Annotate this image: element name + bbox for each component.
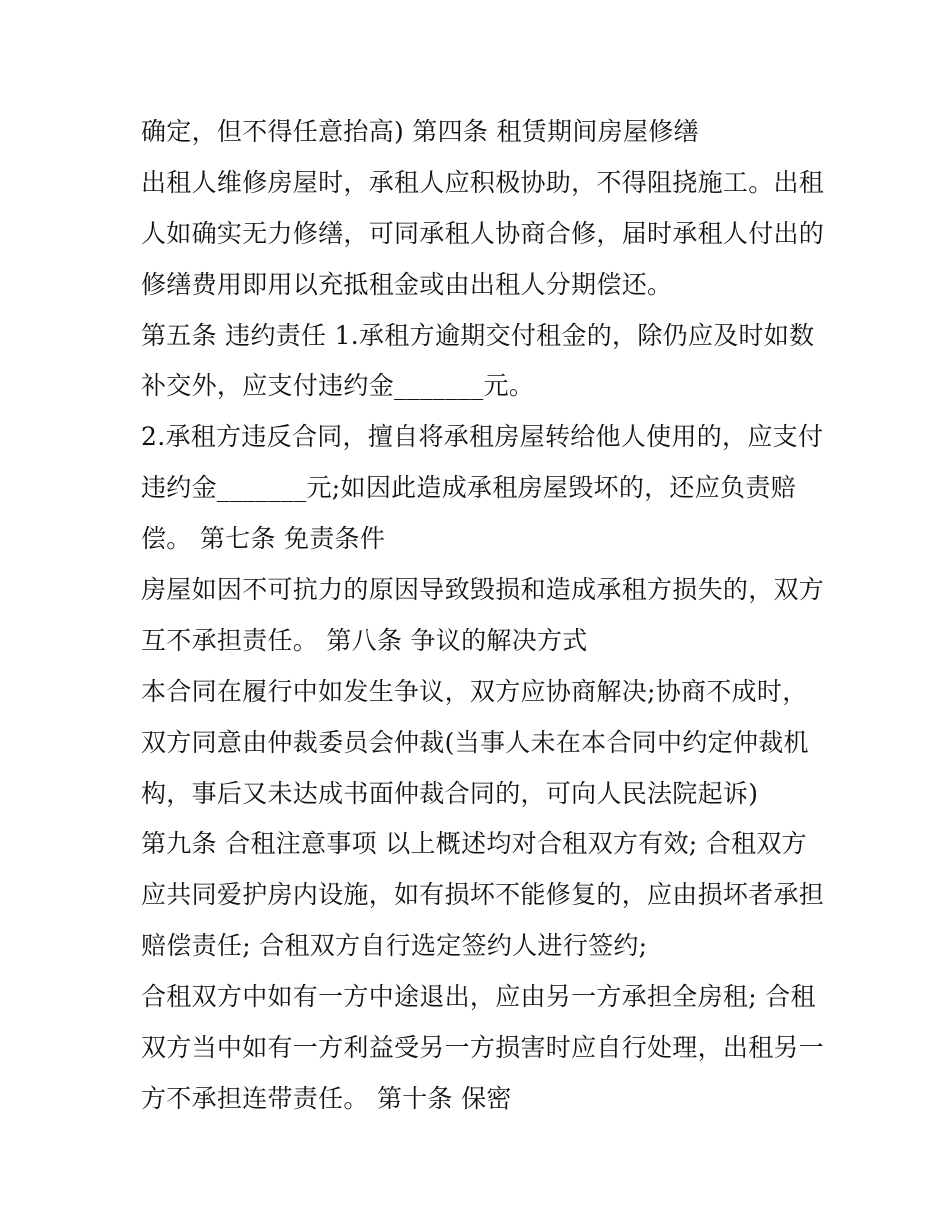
text-line: 违约金_______元;如因此造成承租房屋毁坏的，还应负责赔 bbox=[141, 473, 796, 503]
text-line: 偿。 第七条 免责条件 bbox=[141, 524, 386, 554]
text-line: 应共同爱护房内设施，如有损坏不能修复的，应由损坏者承担 bbox=[141, 880, 825, 910]
text-line: 出租人维修房屋时，承租人应积极协助，不得阻挠施工。出租 bbox=[141, 167, 825, 197]
text-line: 2.承租方违反合同，擅自将承租房屋转给他人使用的，应支付 bbox=[141, 422, 824, 452]
document-body bbox=[141, 107, 831, 1125]
text-line: 人如确实无力修缮，可同承租人协商合修，届时承租人付出的 bbox=[141, 218, 825, 248]
text-line: 构，事后又未达成书面仲裁合同的，可向人民法院起诉) bbox=[141, 778, 759, 808]
text-line: 赔偿责任; 合租双方自行选定签约人进行签约; bbox=[141, 931, 648, 961]
text-line: 补交外，应支付违约金_______元。 bbox=[141, 371, 535, 401]
text-line: 本合同在履行中如发生争议，双方应协商解决;协商不成时， bbox=[141, 676, 808, 706]
text-line: 方不承担连带责任。 第十条 保密 bbox=[141, 1083, 512, 1113]
text-line: 修缮费用即用以充抵租金或由出租人分期偿还。 bbox=[141, 269, 673, 299]
text-line: 合租双方中如有一方中途退出，应由另一方承担全房租; 合租 bbox=[141, 982, 816, 1012]
text-line: 双方当中如有一方利益受另一方损害时应自行处理，出租另一 bbox=[141, 1033, 825, 1063]
text-line: 第九条 合租注意事项 以上概述均对合租双方有效; 合租双方 bbox=[141, 829, 807, 859]
text-line: 第五条 违约责任 1.承租方逾期交付租金的，除仍应及时如数 bbox=[141, 320, 815, 350]
text-line: 双方同意由仲裁委员会仲裁(当事人未在本合同中约定仲裁机 bbox=[141, 727, 809, 757]
text-line: 确定，但不得任意抬高) 第四条 租赁期间房屋修缮 bbox=[141, 117, 699, 146]
text-line: 互不承担责任。 第八条 争议的解决方式 bbox=[141, 625, 588, 655]
text-line: 房屋如因不可抗力的原因导致毁损和造成承租方损失的，双方 bbox=[141, 575, 825, 605]
